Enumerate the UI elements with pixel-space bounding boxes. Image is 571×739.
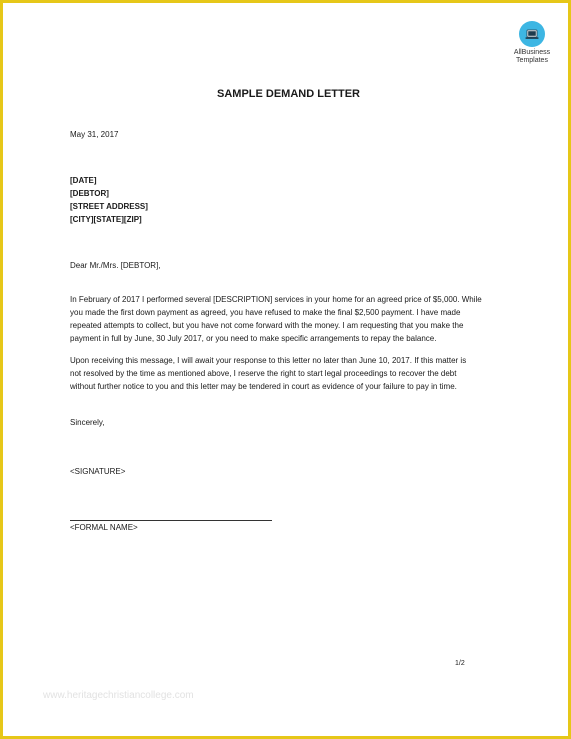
brand-logo[interactable]	[510, 21, 554, 65]
paragraph-line: payment in full by June, 30 July 2017, or you need to make specific arrangements to repay the balance.	[70, 334, 437, 343]
address-city: [CITY][STATE][ZIP]	[70, 215, 142, 224]
formal-name-placeholder: <FORMAL NAME>	[70, 523, 138, 532]
document-title: SAMPLE DEMAND LETTER	[217, 88, 360, 100]
signature-placeholder: <SIGNATURE>	[70, 467, 126, 476]
body-paragraph-2	[70, 354, 504, 393]
body-paragraph-1	[70, 293, 504, 345]
address-date: [DATE]	[70, 176, 97, 185]
paragraph-line: without further notice to you and this letter may be tendered in court as evidence of your failure to pay in time.	[70, 382, 457, 391]
logo-badge	[519, 21, 545, 47]
logo-text	[510, 49, 554, 65]
address-debtor: [DEBTOR]	[70, 189, 109, 198]
paragraph-line: you made the first down payment as agreed, you have refused to make the final $2,500 payment. I have made	[70, 308, 461, 317]
page-number: 1/2	[455, 660, 465, 667]
paragraph-line: Upon receiving this message, I will await your response to this letter no later than June 10, 2017. If this matter is	[70, 356, 467, 365]
logo-line-1: AllBusiness	[513, 49, 551, 56]
watermark-text: www.heritagechristiancollege.com	[43, 690, 194, 701]
salutation: Dear Mr./Mrs. [DEBTOR],	[70, 261, 161, 270]
paragraph-line: not resolved by the time as mentioned above, I reserve the right to start legal proceedings to recover the debt	[70, 369, 457, 378]
address-street: [STREET ADDRESS]	[70, 202, 148, 211]
laptop-icon	[525, 29, 539, 40]
letter-date: May 31, 2017	[70, 130, 119, 139]
paragraph-line: In February of 2017 I performed several [DESCRIPTION] services in your home for an agreed price of $5,000. While	[70, 295, 482, 304]
logo-line-2: Templates	[516, 57, 548, 64]
paragraph-line: repeated attempts to collect, but you have not come forward with the money. I am requesting that you make the	[70, 321, 464, 330]
closing: Sincerely,	[70, 418, 105, 427]
